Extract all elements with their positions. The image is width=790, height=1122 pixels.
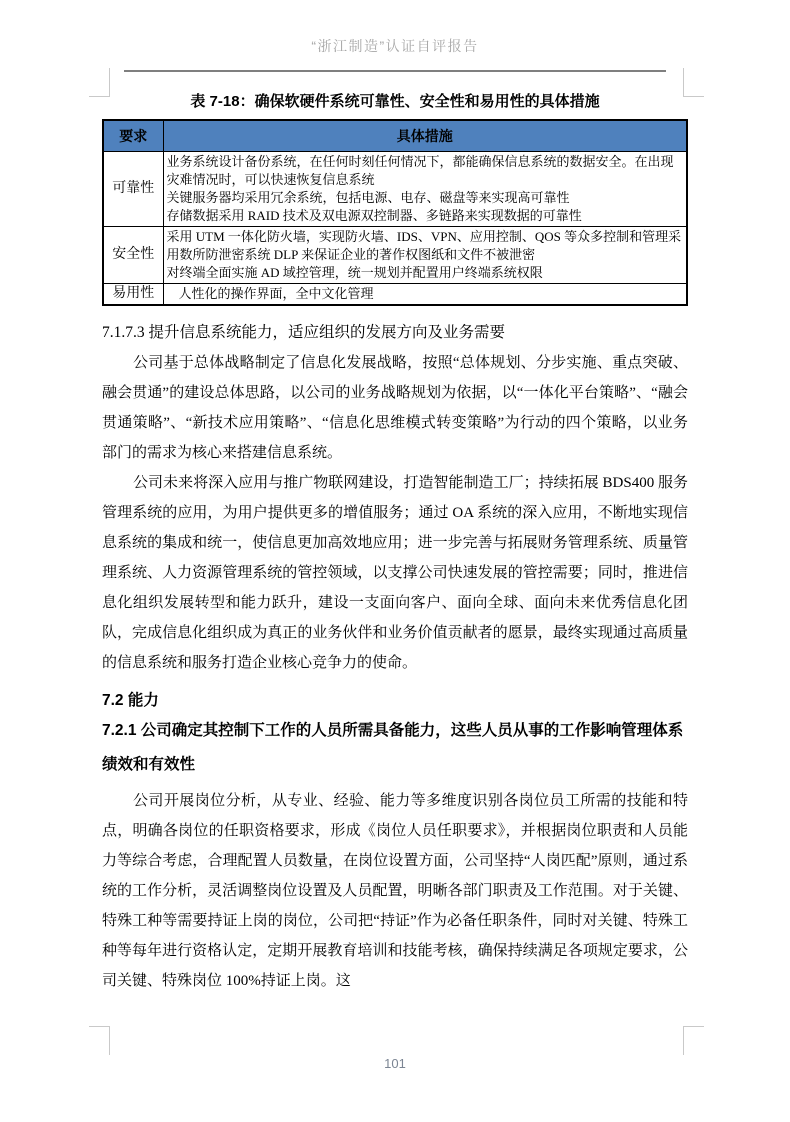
measure-item: 存储数据采用 RAID 技术及双电源双控制器、多链路来实现数据的可靠性 (166, 208, 582, 223)
crop-mark-bottom-right (683, 1026, 704, 1055)
header-rule-divider (124, 70, 666, 72)
paragraph: 公司开展岗位分析，从专业、经验、能力等多维度识别各岗位员工所需的技能和特点，明确各岗位的任职资格要求，形成《岗位人员任职要求》，并根据岗位职责和人员能力等综合考虑，合理配置人员数量，在岗位设置方面，公司坚持“人岗匹配”原则，通过系统的工作分析，灵活调整岗位设置及人员配置，明晰各部门职责及工作范围。对于关键、特殊工种等需要持证上岗的岗位，公司把“持证”作为必备任职条件，同时对关键、特殊工种等每年进行资格认定，定期开展教育培训和技能考核，确保持续满足各项规定要求，公司关键、特殊岗位 100%持证上岗。这 (102, 793, 688, 989)
table-caption: 表 7-18：确保软硬件系统可靠性、安全性和易用性的具体措施 (190, 93, 600, 110)
section-heading-7-2: 7.2 能力 (102, 692, 159, 709)
table-header-row (103, 120, 687, 152)
section-heading-7-1-7-3: 7.1.7.3 提升信息系统能力，适应组织的发展方向及业务需要 (102, 324, 506, 341)
requirement-cell: 可靠性 (103, 152, 163, 227)
running-head-title: “浙江制造”认证自评报告 (311, 38, 479, 54)
section-heading-7-2-1: 7.2.1 公司确定其控制下工作的人员所需具备能力，这些人员从事的工作影响管理体系绩效和有效性 (102, 722, 684, 773)
measures-cell (163, 152, 687, 227)
table-row-security (103, 227, 687, 284)
measures-cell (163, 284, 687, 306)
column-header-measures: 具体措施 (163, 120, 687, 152)
measure-item: 人性化的操作界面，全中文化管理 (178, 286, 374, 301)
paragraph: 公司未来将深入应用与推广物联网建设，打造智能制造工厂；持续拓展 BDS400 服务管理系统的应用，为用户提供更多的增值服务；通过 OA 系统的深入应用，不断地实现信息系统的集成和统一，使信息更加高效地应用；进一步完善与拓展财务管理系统、质量管理系统、人力资源管理系统的管控领域，以支撑公司快速发展的管控需要；同时，推进信息化组织发展转型和能力跃升，建设一支面向客户、面向全球、面向未来优秀信息化团队，完成信息化组织成为真正的业务伙伴和业务价值贡献者的愿景，最终实现通过高质量的信息系统和服务打造企业核心竞争力的使命。 (102, 475, 688, 671)
table-row-reliability (103, 152, 687, 227)
crop-mark-bottom-left (89, 1026, 110, 1055)
measure-item: 业务系统设计备份系统，在任何时刻任何情况下，都能确保信息系统的数据安全。在出现灾难情况时，可以快速恢复信息系统 (166, 154, 674, 187)
measure-item: 对终端全面实施 AD 域控管理，统一规划并配置用户终端系统权限 (166, 265, 543, 280)
column-header-requirement: 要求 (103, 120, 163, 152)
requirement-cell: 易用性 (103, 284, 163, 306)
requirement-cell: 安全性 (103, 227, 163, 284)
measure-item: 关键服务器均采用冗余系统，包括电源、电存、磁盘等来实现高可靠性 (166, 190, 570, 205)
measures-cell (163, 227, 687, 284)
paragraph: 公司基于总体战略制定了信息化发展战略，按照“总体规划、分步实施、重点突破、融会贯通”的建设总体思路，以公司的业务战略规划为依据，以“一体化平台策略”、“融会贯通策略”、“新技术应用策略”、“信息化思维模式转变策略”为行动的四个策略，以业务部门的需求为核心来搭建信息系统。 (102, 355, 688, 461)
measures-table (102, 119, 688, 306)
table-row-usability (103, 284, 687, 306)
measure-item: 采用 UTM 一体化防火墙，实现防火墙、IDS、VPN、应用控制、QOS 等众多控制和管理采用数所防泄密系统 DLP 来保证企业的著作权图纸和文件不被泄密 (166, 229, 682, 262)
page-number: 101 (384, 1056, 406, 1071)
page-content (102, 88, 688, 996)
